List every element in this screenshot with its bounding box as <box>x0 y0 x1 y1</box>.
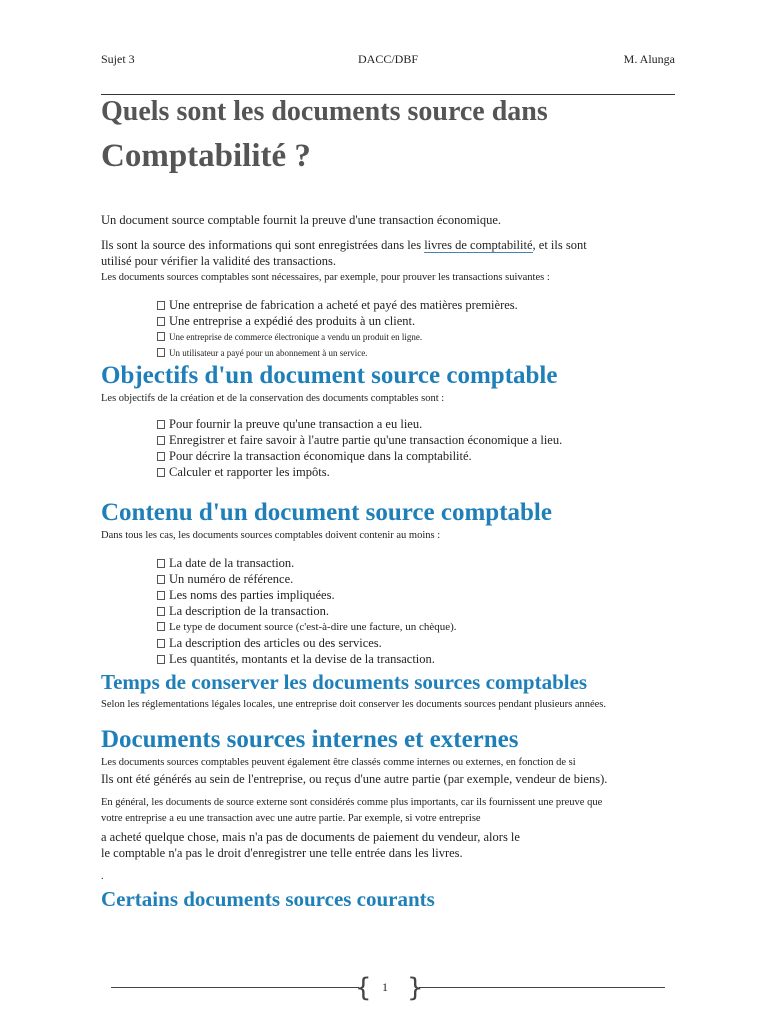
contenu-list <box>157 555 457 667</box>
header-center: DACC/DBF <box>357 52 419 66</box>
list-item: Le type de document source (c'est-à-dire une facture, un chèque). <box>157 619 457 635</box>
stray-dot: . <box>101 871 104 882</box>
list-item: Une entreprise de commerce électronique a vendu un produit en ligne. <box>157 329 518 345</box>
page-title-line2: Comptabilité ? <box>101 138 311 174</box>
page-header <box>101 52 675 68</box>
list-item: La date de la transaction. <box>157 555 457 571</box>
temps-text: Selon les réglementations légales locales, une entreprise doit conserver les documents sources pendant plusieurs années. <box>101 699 607 710</box>
checkbox-glyph-icon <box>157 591 165 600</box>
internes-line-2: Ils ont été générés au sein de l'entreprise, ou reçus d'une autre partie (par exemple, vendeur de biens). <box>101 772 608 786</box>
header-rule <box>101 94 675 95</box>
checkbox-glyph-icon <box>157 348 165 357</box>
list-item: La description de la transaction. <box>157 603 457 619</box>
intro-p2-end: , et ils sont <box>532 238 587 252</box>
list-item: Une entreprise a expédié des produits à un client. <box>157 313 518 329</box>
intro-paragraph-1: Un document source comptable fournit la preuve d'une transaction économique. <box>101 213 502 227</box>
internes-line-4: votre entreprise a eu une transaction avec une autre partie. Par exemple, si votre entreprise <box>101 813 481 824</box>
list-item: Un numéro de référence. <box>157 571 457 587</box>
checkbox-glyph-icon <box>157 468 165 477</box>
list-item: Enregistrer et faire savoir à l'autre partie qu'une transaction économique a lieu. <box>157 432 562 448</box>
checkbox-glyph-icon <box>157 622 165 631</box>
list-item: Pour décrire la transaction économique dans la comptabilité. <box>157 448 562 464</box>
checkbox-glyph-icon <box>157 301 165 310</box>
checkbox-glyph-icon <box>157 559 165 568</box>
checkbox-glyph-icon <box>157 639 165 648</box>
checkbox-glyph-icon <box>157 436 165 445</box>
heading-contenu: Contenu d'un document source comptable <box>101 499 552 526</box>
intro-p2-start: Ils sont la source des informations qui sont enregistrées dans les <box>101 238 425 252</box>
heading-objectifs: Objectifs d'un document source comptable <box>101 362 558 389</box>
intro-paragraph-2-line2: utilisé pour vérifier la validité des transactions. <box>101 254 336 268</box>
checkbox-glyph-icon <box>157 452 165 461</box>
page-title-line1: Quels sont les documents source dans <box>101 96 548 127</box>
list-item: Calculer et rapporter les impôts. <box>157 464 562 480</box>
internes-line-6: le comptable n'a pas le droit d'enregistrer une telle entrée dans les livres. <box>101 846 463 860</box>
objectifs-intro: Les objectifs de la création et de la conservation des documents comptables sont : <box>101 393 445 404</box>
objectifs-list <box>157 416 562 480</box>
checkbox-glyph-icon <box>157 332 165 341</box>
list-item: Un utilisateur a payé pour un abonnement à un service. <box>157 345 518 361</box>
footer-bracket-left-icon: { <box>355 973 372 1003</box>
checkbox-glyph-icon <box>157 655 165 664</box>
checkbox-glyph-icon <box>157 607 165 616</box>
link-livres-comptabilite[interactable]: livres de comptabilité <box>424 238 533 252</box>
page-number: 1 <box>382 980 388 994</box>
list-item: La description des articles ou des services. <box>157 635 457 651</box>
internes-line-3: En général, les documents de source externe sont considérés comme plus importants, car ils fournissent une preuve que <box>101 797 603 808</box>
intro-paragraph-3: Les documents sources comptables sont nécessaires, par exemple, pour prouver les transactions suivantes : <box>101 272 550 283</box>
footer-bracket-right-icon: } <box>407 973 424 1003</box>
checkbox-glyph-icon <box>157 317 165 326</box>
internes-line-1: Les documents sources comptables peuvent également être classés comme internes ou externes, en fonction de si <box>101 757 576 768</box>
internes-line-5: a acheté quelque chose, mais n'a pas de documents de paiement du vendeur, alors le <box>101 830 520 844</box>
intro-paragraph-2 <box>101 238 587 253</box>
heading-temps: Temps de conserver les documents sources comptables <box>101 670 588 694</box>
footer-line-left <box>111 987 359 988</box>
checkbox-glyph-icon <box>157 420 165 429</box>
list-item: Une entreprise de fabrication a acheté et payé des matières premières. <box>157 297 518 313</box>
contenu-intro: Dans tous les cas, les documents sources comptables doivent contenir au moins : <box>101 530 441 541</box>
list-item: Les quantités, montants et la devise de la transaction. <box>157 651 457 667</box>
heading-internes-externes: Documents sources internes et externes <box>101 726 519 753</box>
footer-line-right <box>419 987 665 988</box>
checkbox-glyph-icon <box>157 575 165 584</box>
list-item: Pour fournir la preuve qu'une transaction a eu lieu. <box>157 416 562 432</box>
header-right: M. Alunga <box>623 52 675 66</box>
list-item: Les noms des parties impliquées. <box>157 587 457 603</box>
transactions-list <box>157 297 518 361</box>
heading-courants: Certains documents sources courants <box>101 887 435 911</box>
header-left: Sujet 3 <box>101 52 135 66</box>
